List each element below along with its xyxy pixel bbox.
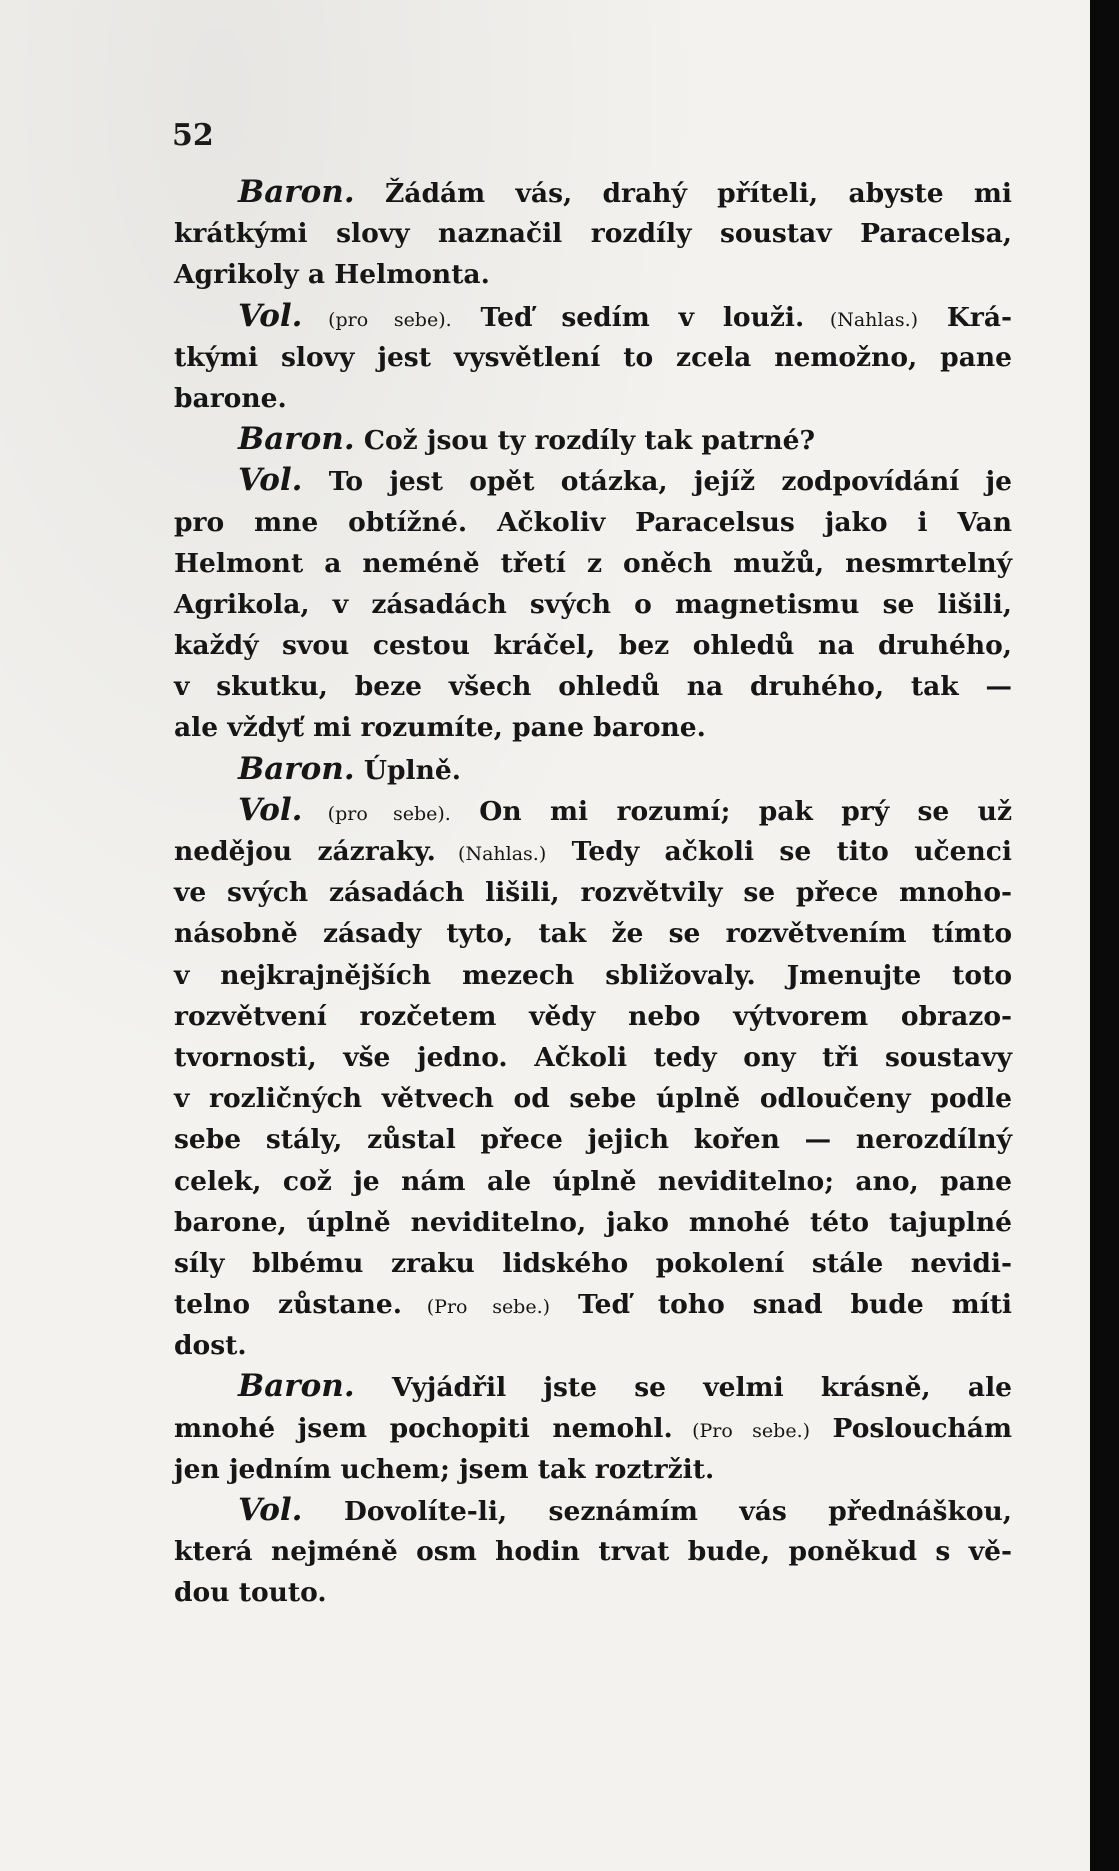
line-text: v nejkrajnějších mezech sbližovaly. Jmenujte toto [174, 959, 1012, 991]
text-line [174, 1284, 1012, 1325]
line-text: Což jsou ty rozdíly tak patrné? [354, 425, 815, 457]
line-text: Dovolíte-li, seznámím vás přednáškou, [302, 1496, 1012, 1527]
text-line [174, 996, 1012, 1037]
line-text: Úplně. [354, 754, 461, 786]
line-text: tvornosti, vše jedno. Ačkoli tedy ony tři soustavy [174, 1041, 1012, 1073]
text-line [174, 955, 1012, 996]
stage-direction: (Pro sebe.) [402, 1296, 551, 1319]
text-line [174, 213, 1012, 254]
line-text: Vyjádřil jste se velmi krásně, ale [354, 1372, 1012, 1404]
text-line [174, 1572, 1012, 1613]
text-line [174, 543, 1012, 584]
line-text: která nejméně osm hodin trvat bude, poněkud s vě- [174, 1536, 1012, 1568]
line-text: Poslouchám [810, 1412, 1012, 1444]
text-line [174, 831, 1012, 872]
stage-direction: (pro sebe). [302, 308, 452, 331]
line-text: sebe stály, zůstal přece jejich kořen — nerozdílný [174, 1124, 1012, 1156]
line-text: krátkými slovy naznačil rozdíly soustav Paracelsa, [174, 218, 1012, 250]
speaker-name: Baron. [238, 750, 355, 787]
text-line [174, 254, 1012, 295]
speaker-line [174, 1490, 1012, 1531]
speaker-line [174, 419, 1012, 460]
stage-direction: (Nahlas.) [804, 308, 919, 331]
line-text: každý svou cestou kráčel, bez ohledů na druhého, [174, 630, 1012, 662]
text-line [174, 1202, 1012, 1243]
text-line [174, 584, 1012, 625]
speaker-line [174, 460, 1012, 501]
text-line [174, 1531, 1012, 1572]
text-line [174, 872, 1012, 913]
line-text: síly blbému zraku lidského pokolení stále nevidi- [174, 1247, 1012, 1279]
line-text: ve svých zásadách lišili, rozvětvily se přece mnoho- [174, 877, 1012, 909]
speaker-line [174, 296, 1012, 337]
text-line [174, 378, 1012, 419]
text-line [174, 913, 1012, 954]
line-text: Teď toho snad bude míti [550, 1289, 1012, 1321]
line-text: v skutku, beze všech ohledů na druhého, tak — [174, 671, 1012, 703]
line-text: Agrikola, v zásadách svých o magnetismu se lišili, [174, 588, 1012, 620]
text-line [174, 1161, 1012, 1202]
stage-direction: (Pro sebe.) [672, 1419, 811, 1442]
text-line [174, 707, 1012, 748]
line-text: dou touto. [174, 1577, 327, 1609]
line-text: tkými slovy jest vysvětlení to zcela nemožno, pane [174, 341, 1012, 373]
speaker-name: Vol. [238, 462, 303, 499]
speaker-name: Baron. [238, 421, 355, 458]
stage-direction: (pro sebe). [302, 802, 451, 825]
line-text: barone, úplně neviditelno, jako mnohé této tajuplné [174, 1206, 1012, 1238]
line-text: Žádám vás, drahý příteli, abyste mi [354, 178, 1012, 209]
line-text: jen jedním uchem; jsem tak roztržit. [174, 1453, 715, 1485]
line-text: nedějou zázraky. [174, 836, 436, 867]
line-text: mnohé jsem pochopiti nemohl. [174, 1412, 673, 1444]
line-text: Teď sedím v louži. [451, 301, 805, 333]
text-line [174, 337, 1012, 378]
line-text: ale vždyť mi rozumíte, pane barone. [174, 712, 706, 744]
line-text: Agrikoly a Helmonta. [174, 259, 490, 291]
text-line [174, 1243, 1012, 1284]
text-line [174, 1325, 1012, 1366]
speaker-name: Vol. [238, 791, 303, 828]
speaker-name: Baron. [238, 174, 355, 210]
line-text: telno zůstane. [174, 1289, 403, 1321]
speaker-name: Baron. [238, 1368, 355, 1405]
line-text: Tedy ačkoli se tito učenci [546, 836, 1012, 867]
line-text: Helmont a neméně třetí z oněch mužů, nesmrtelný [174, 547, 1012, 579]
line-text: barone. [174, 382, 287, 414]
speaker-line [174, 172, 1012, 213]
line-text: Krá- [918, 301, 1013, 333]
line-text: násobně zásady tyto, tak že se rozvětvením tímto [174, 918, 1012, 950]
page-number: 52 [172, 118, 214, 153]
scan-edge [1090, 0, 1119, 1871]
speaker-name: Vol. [238, 1492, 303, 1528]
text-line [174, 1449, 1012, 1490]
line-text: v rozličných větvech od sebe úplně odloučeny podle [174, 1083, 1012, 1115]
stage-direction: (Nahlas.) [435, 843, 547, 865]
text-line [174, 625, 1012, 666]
line-text: On mi rozumí; pak prý se už [450, 795, 1012, 827]
line-text: celek, což je nám ale úplně neviditelno; ano, pane [174, 1165, 1012, 1197]
speaker-line [174, 749, 1012, 790]
speaker-name: Vol. [238, 297, 303, 334]
text-line [174, 502, 1012, 543]
text-line [174, 666, 1012, 707]
speaker-line [174, 790, 1012, 831]
text-line [174, 1119, 1012, 1160]
text-line [174, 1037, 1012, 1078]
speaker-line [174, 1366, 1012, 1407]
text-line [174, 1408, 1012, 1449]
line-text: dost. [174, 1330, 247, 1362]
dialogue-text [174, 172, 1012, 1614]
text-line [174, 1078, 1012, 1119]
line-text: To jest opět otázka, jejíž zodpovídání je [302, 466, 1012, 498]
line-text: pro mne obtížné. Ačkoliv Paracelsus jako i Van [174, 506, 1012, 538]
line-text: rozvětvení rozčetem vědy nebo výtvorem obrazo- [174, 1000, 1012, 1032]
